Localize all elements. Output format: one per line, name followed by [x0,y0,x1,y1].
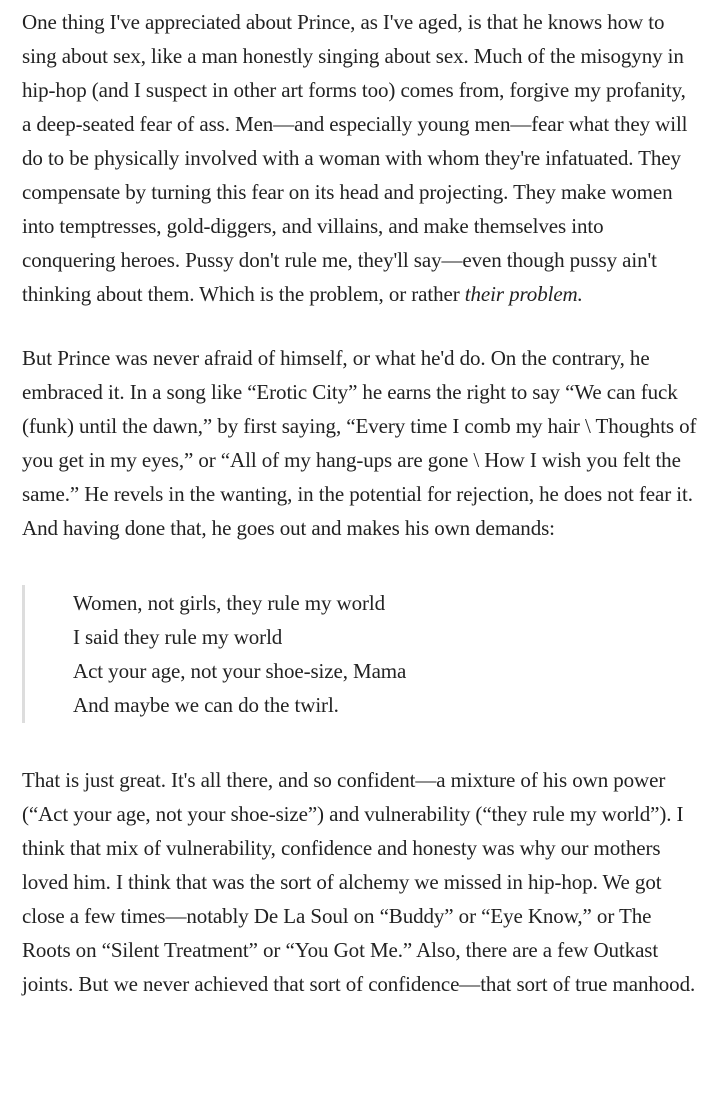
paragraph-prince-intro [22,5,698,311]
lyric-line-4: And maybe we can do the twirl. [73,693,339,717]
lyric-line-2: I said they rule my world [73,625,283,649]
paragraph-conclusion: That is just great. It's all there, and so confident—a mixture of his own power (“Act your age, not your shoe-size”) and vulnerability (“they rule my world”). I think that mix of vulnerability, confidence and honesty was why our mothers loved him. I think that was the sort of alchemy we missed in hip-hop. We got close a few times—notably De La Soul on “Buddy” or “Eye Know,” or The Roots on “Silent Treatment” or “You Got Me.” Also, there are a few Outkast joints. But we never achieved that sort of confidence—that sort of true manhood. [22,768,696,996]
italic-emphasis: their problem. [464,282,583,306]
lyric-line-3: Act your age, not your shoe-size, Mama [73,659,407,683]
lyric-line-1: Women, not girls, they rule my world [73,591,385,615]
paragraph-text: One thing I've appreciated about Prince, as I've aged, is that he knows how to sing about sex, like a man honestly singing about sex. Much of the misogyny in hip-hop (and I suspect in other art forms too) comes from, forgive my profanity, a deep-seated fear of ass. Men—and especially young men—fear what they will do to be physically involved with a woman with whom they're infatuated. They compensate by turning this fear on its head and projecting. They make women into temptresses, gold-diggers, and villains, and make themselves into conquering heroes. Pussy don't rule me, they'll say—even though pussy ain't thinking about them. Which is the problem, or rather [22,10,688,306]
paragraph-erotic-city: But Prince was never afraid of himself, or what he'd do. On the contrary, he embraced it. In a song like “Erotic City” he earns the right to say “We can fuck (funk) until the dawn,” by first saying, “Every time I comb my hair \ Thoughts of you get in my eyes,” or “All of my hang-ups are gone \ How I wish you felt the same.” He revels in the wanting, in the potential for rejection, he does not fear it. And having done that, he goes out and makes his own demands: [22,346,697,540]
lyrics-blockquote [22,585,698,723]
